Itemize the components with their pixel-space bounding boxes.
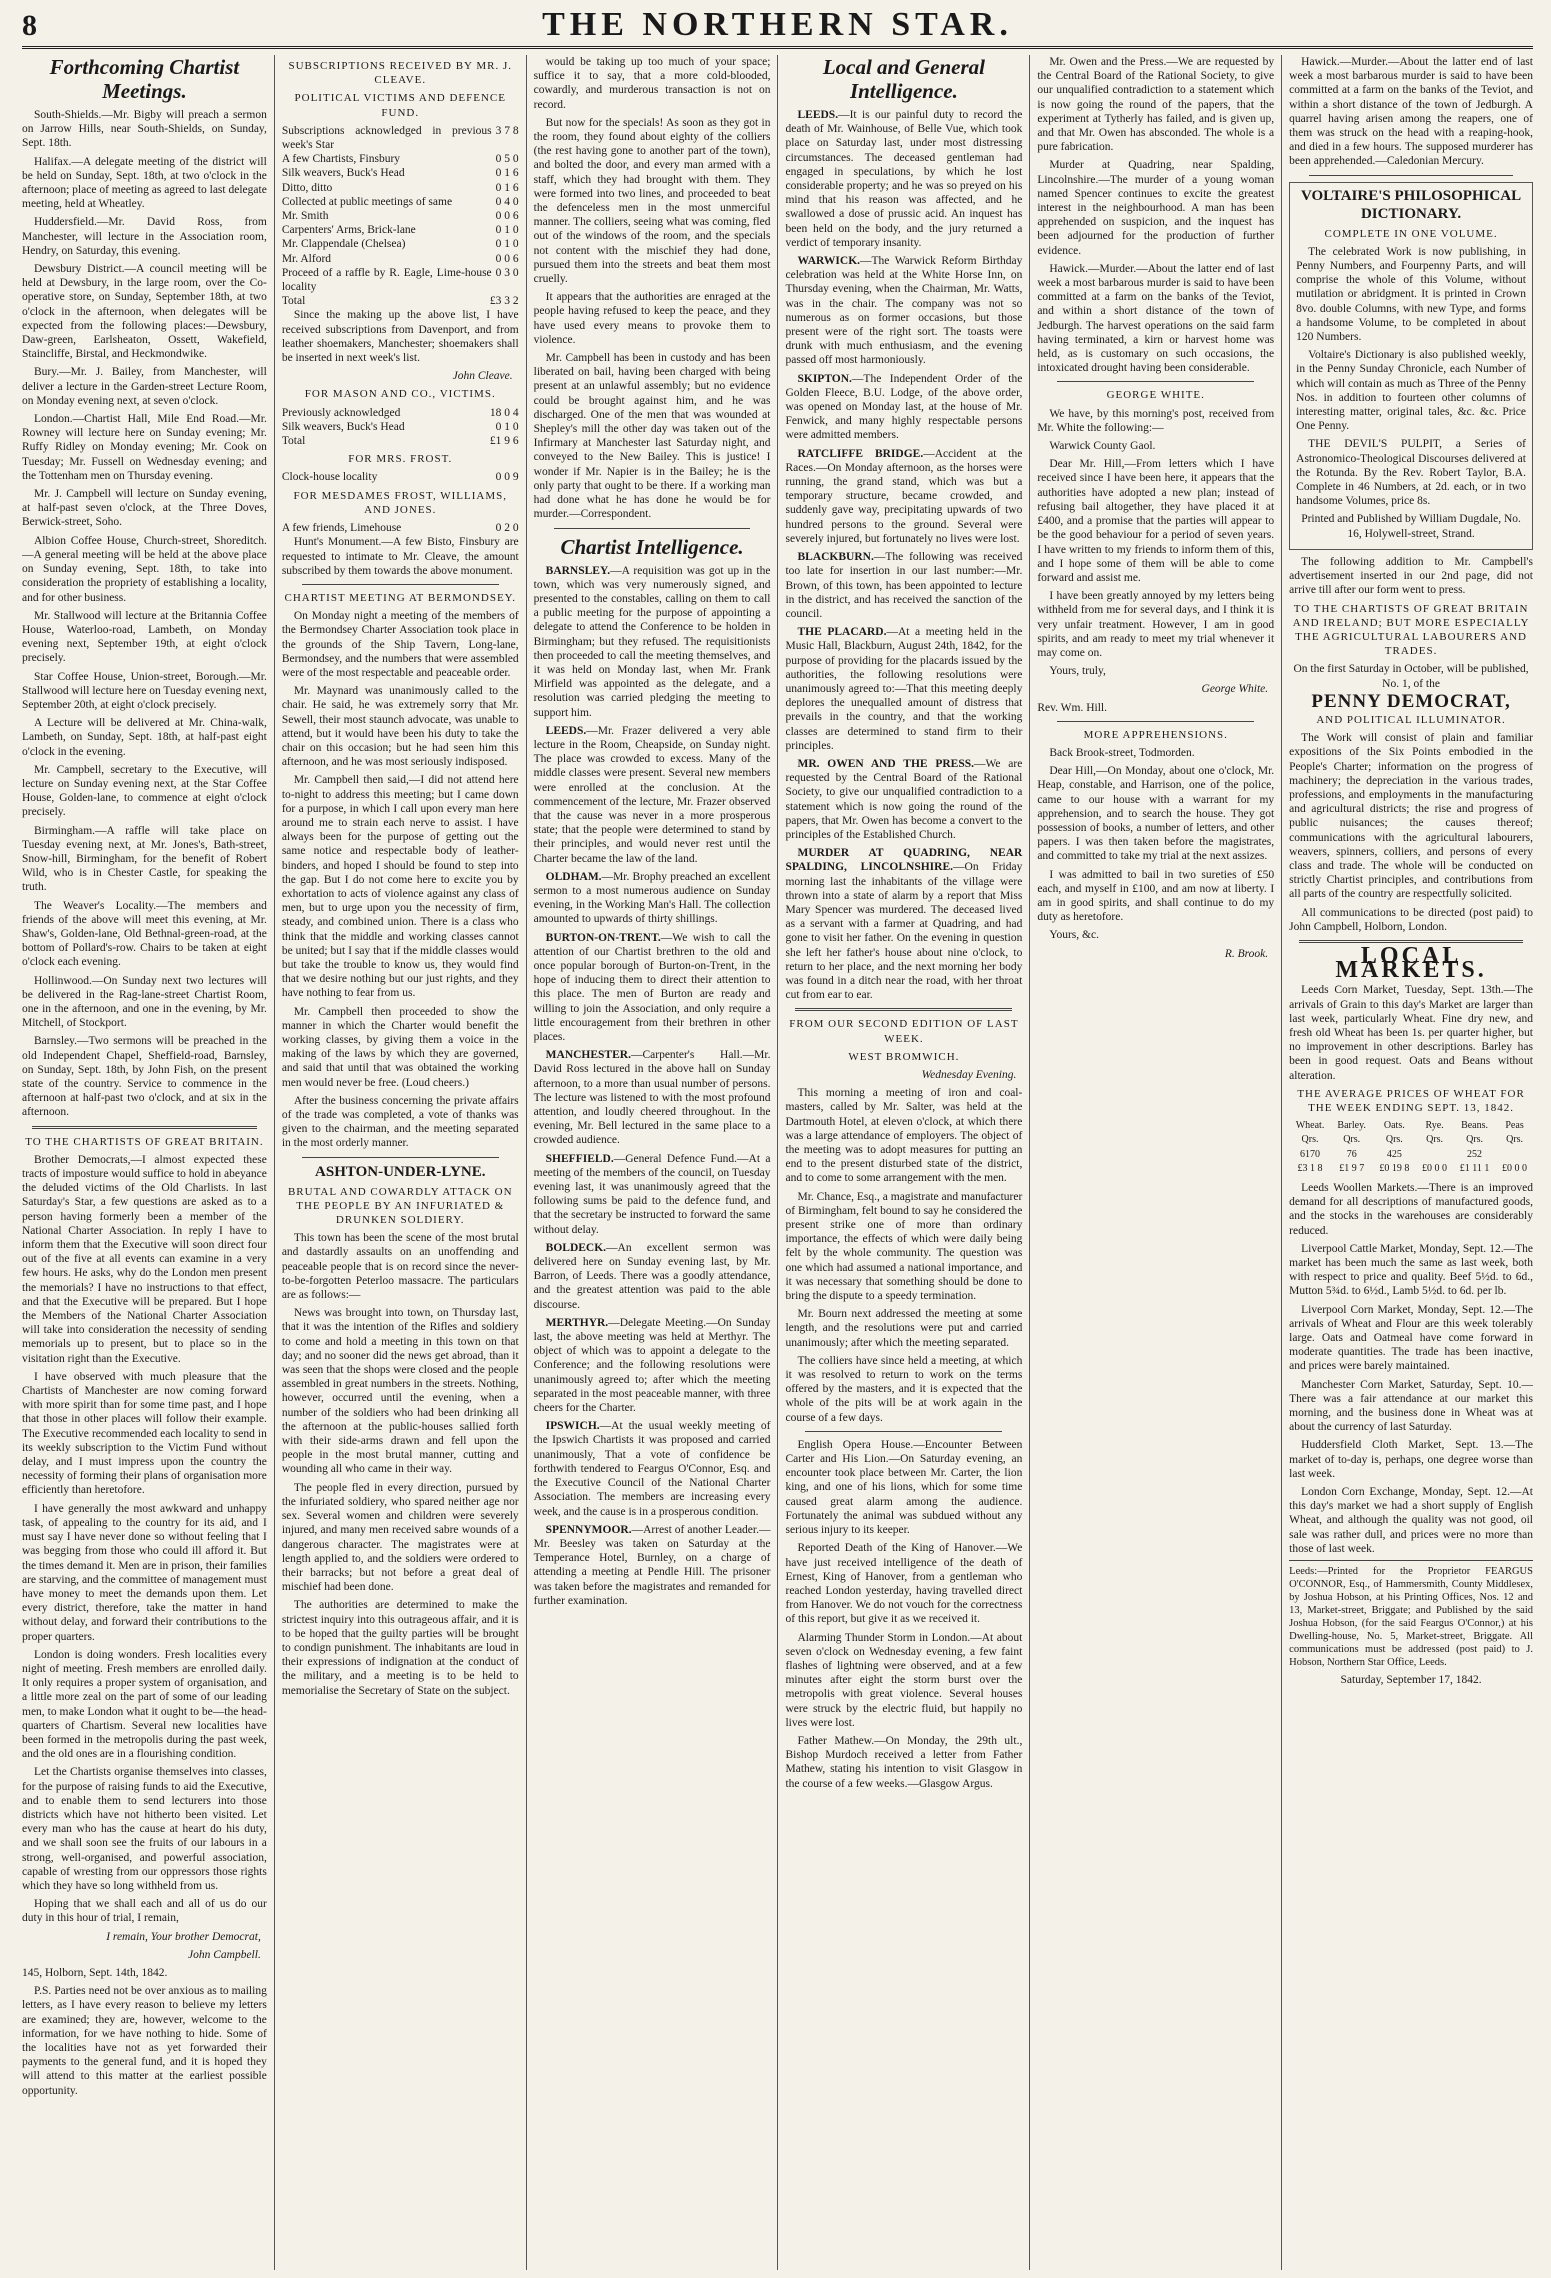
price-table-header: Oats.: [1383, 1120, 1405, 1132]
ledger-row: [282, 195, 519, 209]
price-table-price: £0 0 0: [1422, 1162, 1448, 1174]
ledger-row: [282, 152, 519, 166]
ledger-item: A few friends, Limehouse: [281, 522, 402, 535]
meeting-notice: Huddersfield.—Mr. David Ross, from Manchester, will lecture in the Association room, Hendry, on Saturday, this evening.: [22, 216, 267, 257]
price-table-unit: Qrs.: [1506, 1134, 1524, 1146]
price-table-quantity: 6170: [1300, 1148, 1321, 1160]
ledger-row: [282, 406, 519, 420]
west-bromwich-date: Wednesday Evening.: [921, 1069, 1017, 1081]
market-report: Huddersfield Cloth Market, Sept. 13.—The market of to-day is, perhaps, one degree worse than last week.: [1289, 1439, 1533, 1480]
place-name: MERTHYR.: [545, 1316, 609, 1329]
item-text: —Carpenter's Hall.—Mr. David Ross lectured in the above hall on Sunday afternoon, to a more than usual number of persons. The lecture was listened to with the most profound attention, and loudly cheered throughout. In the evening, Mr. Bell lectured in the same place to a crowded audience.: [533, 1049, 771, 1147]
penny-democrat-text: The Work will consist of plain and familiar expositions of the Six Points embodied in the People's Charter; information on the progress of machinery; the depreciation in the various trades, professions, and employments in the manufacturing and agricultural districts; the rise and progress of public nuisances; the causes thereof; communications with the agricultural labourers, weavers, spinners, colliers, and persons of every class and trade. The whole will be conducted on strictly Chartist principles, and contributions from all parts of the country are respectfully solicited.: [1289, 732, 1533, 901]
hunts-monument-note: Hunt's Monument.—A few Bisto, Finsbury are requested to intimate to Mr. Cleave, the amount subscribed by them towards the above monument.: [281, 536, 519, 577]
address-paragraph: Hoping that we shall each and all of us do our duty in this hour of trial, I remain,: [22, 1898, 267, 1925]
address-heading: TO THE CHARTISTS OF GREAT BRITAIN.: [25, 1135, 264, 1148]
ledger-row: [282, 124, 519, 152]
ashton-paragraph: The authorities are determined to make the strictest inquiry into this outrageous affair, and it is to be hoped that the guilty parties will be brought to condign punishment. The inhabitants are loud in their expressions of indignation at the conduct of the military, and a meeting is to be held to memorialise the Secretary of State on the subject.: [281, 1599, 519, 1697]
imprint-date: Saturday, September 17, 1842.: [1340, 1674, 1482, 1687]
apprehensions-letter: [1037, 746, 1274, 943]
price-table-quantity: [1496, 1148, 1533, 1162]
voltaire-text: The celebrated Work is now publishing, in Penny Numbers, and Fourpenny Parts, and will comprise the whole of this Volume, without mutilation or abridgment. It is printed in Crown 8vo. double Columns, with new Type, and forms a handsome Volume, to be completed in about 120 Numbers.: [1296, 245, 1526, 344]
place-name: BARNSLEY.: [545, 564, 611, 577]
letter-paragraph: Dear Mr. Hill,—From letters which I have received since I have been here, it appears that the authorities have adopted a new plan; instead of refusing bail altogether, they have placed it at £400, and a promise that the parties will appear to be the good behaviour for a period of seven years. I have written to my friends to inform them of this, and I hope some of them will be able to come forward and assist me.: [1037, 458, 1275, 584]
local-item: [785, 372, 1022, 443]
news-item: Murder at Quadring, near Spalding, Lincolnshire.—The murder of a young woman named Spencer continues to excite the greatest interest in the neighbourhood. A man has been apprehended on suspicion, and the inquest has been adjourned for the production of further evidence.: [1037, 159, 1275, 257]
intelligence-item: [534, 564, 771, 720]
intelligence-item: [534, 1419, 771, 1518]
hawick-item: Hawick.—Murder.—About the latter end of last week a most barbarous murder is said to have been committed at a farm on the banks of the Teviot, and within a short distance of the town of Jedburgh. A quarrel having arisen among the reapers, one of them was struck on the head with a reaping-hook, and died in a few hours. The supposed murderer has been apprehended.—Caledonian Mercury.: [1289, 56, 1533, 168]
opera-house-item: English Opera House.—Encounter Between Carter and His Lion.—On Saturday evening, an encounter took place between Mr. Carter, the lion king, and one of his lions, which for some time caused great alarm among the audience. Fortunately the animal was subdued without any serious injury to its keeper.: [785, 1438, 1023, 1537]
leeds-corn-market: Leeds Corn Market, Tuesday, Sept. 13th.—The arrivals of Grain to this day's Market are larger than last week, particularly Wheat. Fine dry new, and fresh old Wheat has been 1s. per quarter higher, but no improvement in other descriptions. Barley has been in good request. Oats and Beans without alteration.: [1289, 984, 1533, 1082]
ashton-paragraph: This town has been the scene of the most brutal and dastardly assaults on an unoffending and peaceable people that is on record since the never-to-be-forgotten Peterloo massacre. The particulars are as follows:—: [281, 1232, 519, 1302]
ledger-mesdames: [282, 521, 519, 535]
column-4: [777, 55, 1029, 2270]
item-text: —We are requested by the Central Board of the Rational Society, to give our unqualified contradiction to a statement which is now going the round of the papers, that Mr. Owen has become a convert to the principles of the Established Church.: [785, 757, 1023, 841]
market-report: Manchester Corn Market, Saturday, Sept. 10.—There was a fair attendance at our market this morning, and the business done in Wheat was at about the currency of last Saturday.: [1289, 1378, 1533, 1434]
penny-democrat-contact: All communications to be directed (post paid) to John Campbell, Holborn, London.: [1289, 906, 1533, 933]
meeting-notice: Hollinwood.—On Sunday next two lectures will be delivered in the Rag-lane-street Chartist Room, one in the afternoon, and one in the evening, by Mr. Mitchell, of Stockport.: [22, 974, 267, 1030]
meeting-notice: Star Coffee House, Union-street, Borough.—Mr. Stallwood will lecture here on Tuesday evening next, September 20th, at eight o'clock precisely.: [22, 670, 267, 711]
george-white-heading: GEORGE WHITE.: [1106, 389, 1205, 402]
place-name: MURDER AT QUADRING, NEAR SPALDING, LINCOLNSHIRE.: [785, 847, 1023, 874]
meeting-notice: A Lecture will be delivered at Mr. China-walk, Lambeth, on Sunday, Sept. 18th, at half-past eight o'clock in the evening.: [22, 717, 267, 758]
ledger-signature: John Cleave.: [452, 370, 513, 383]
item-text: —Delegate Meeting.—On Sunday last, the above meeting was held at Merthyr. The object of which was to appoint a delegate to the Conference; and the following resolutions were unanimously agreed to; after which the meeting separated in the most peaceable manner, with three cheers for the Charter.: [533, 1316, 771, 1415]
ledger-amount: 0 2 0: [495, 522, 519, 535]
place-name: LEEDS.: [797, 109, 839, 121]
ledger-amount: 0 1 0: [495, 420, 519, 433]
intelligence-list: [534, 564, 771, 1608]
address-date: 145, Holborn, Sept. 14th, 1842.: [22, 1966, 168, 1979]
bermondsey-paragraph: On Monday night a meeting of the members of the Bermondsey Charter Association took place in the grounds of the Ship Tavern, Long-lane, Bermondsey, and the numbers that were assembled were of the most respectable and peaceable order.: [281, 610, 519, 679]
item-text: —On Friday morning last the inhabitants of the village were thrown into a state of alarm by a report that Miss Mary Spencer was murdered. The deceased lived as a servant with a farmer at Quadring, and had gone to visit her father. On the evening in question she left her father's house about nine o'clock, to return to her place, and the next morning her body was found in a ditch near the road, with her throat cut from ear to ear.: [785, 861, 1023, 1002]
columns: [22, 55, 1533, 2270]
local-item: [785, 625, 1022, 753]
local-item: [785, 447, 1022, 546]
ashton-body: [282, 1231, 519, 1698]
divider: [805, 1431, 1002, 1432]
ledger-amount: 0 5 0: [495, 153, 519, 166]
meeting-notice: Mr. J. Campbell will lecture on Sunday evening, at half-past seven o'clock, at the Three Doves, Berwick-street, Soho.: [22, 488, 267, 529]
ledger-item: Carpenters' Arms, Brick-lane: [281, 224, 416, 237]
george-white-letter: [1037, 407, 1274, 679]
letter-paragraph: Yours, truly,: [1049, 665, 1106, 678]
bermondsey-heading: CHARTIST MEETING AT BERMONDSEY.: [284, 591, 516, 604]
ledger-amount: 0 1 0: [495, 238, 519, 251]
ledger-row: [282, 420, 519, 434]
ledger-row: [282, 434, 519, 448]
voltaire-advert: [1289, 182, 1533, 550]
item-text: —Accident at the Races.—On Monday afternoon, as the horses were running, the grand stand, which was but a temporary structure, became crowded, and suddenly gave way, precipitating upwards of two hundred persons to the ground. Several were severely injured, but fortunately no lives were lost.: [785, 447, 1023, 545]
address-ps: P.S. Parties need not be over anxious as to mailing letters, as I have every reason to believe my letters are examined; they are, however, welcome to the information, for we have nothing to hide. Some of the localities have not as yet forwarded their payments to the general fund, and it is hoped they will attend to this matter at the earliest possible opportunity.: [22, 1985, 267, 2097]
place-name: IPSWICH.: [545, 1420, 600, 1433]
second-edition-heading: FROM OUR SECOND EDITION OF LAST WEEK.: [789, 1018, 1019, 1045]
address-paragraph: London is doing wonders. Fresh localities every night of meeting. Fresh members are enrolled daily. It only requires a proper system of organisation, and a little more zeal on the part of some of our leading men, to make London what it ought to be—the head-quarters of Chartism. Several new localities have been formed in the metropolis during the past week, and the old ones are in a flourishing condition.: [22, 1648, 267, 1761]
publisher-line: Printed and Published by William Dugdale, No. 16, Holywell-street, Strand.: [1301, 513, 1521, 540]
market-report: Leeds Woollen Markets.—There is an improved demand for all descriptions of manufactured goods, and the stocks in the warehouses are considerably reduced.: [1289, 1182, 1533, 1237]
section-heading-forthcoming: Forthcoming Chartist Meetings.: [49, 55, 240, 103]
place-name: THE PLACARD.: [797, 626, 887, 639]
place-name: BURTON-ON-TRENT.: [545, 931, 661, 944]
article-paragraph: Mr. Campbell has been in custody and has been liberated on bail, having been charged with being present at an unlawful assembly; but no evidence could be brought against him, and he was discharged. One of the men that was wounded at Shepley's mill the other day was taken out of the Infirmary at Manchester last Saturday night, and conveyed to the New Bailey. This is justice! I wonder if Mr. Napier is in the Bailey; he is the only party that ought to be there. If a working man had done what he has done he would be for murder.—Correspondent.: [533, 352, 771, 521]
george-white-recipient: Rev. Wm. Hill.: [1037, 701, 1107, 714]
ledger-amount: 0 1 6: [495, 167, 519, 180]
ledger-row: [282, 166, 519, 180]
ledger-row: [282, 521, 519, 535]
market-report: Liverpool Corn Market, Monday, Sept. 12.—The arrivals of Wheat and Flour are this week tolerably large. Oats and Oatmeal have come forward in moderate quantities. The trade has been inactive, and prices were barely maintained.: [1289, 1303, 1533, 1373]
paper-title: THE NORTHERN STAR.: [542, 6, 1013, 43]
penny-democrat-subtitle: AND POLITICAL ILLUMINATOR.: [1316, 713, 1506, 726]
father-mathew-item: Father Mathew.—On Monday, the 29th ult., Bishop Murdoch received a letter from Father Mathew, stating his intention to visit Glasgow in the course of a few weeks.—Glasgow Argus.: [785, 1734, 1023, 1790]
ledger-frost: [282, 470, 519, 484]
ashton-heading: ASHTON-UNDER-LYNE.: [315, 1163, 486, 1180]
ledger3-heading: FOR MRS. FROST.: [348, 453, 453, 466]
continued-article: [534, 55, 771, 522]
market-report: Liverpool Cattle Market, Monday, Sept. 12.—The market has been much the same as last week, both with respect to price and quality. Beef 5½d. to 6d., Mutton 5¾d. to 6½d., Lamb 5½d. to 6d. per lb.: [1289, 1242, 1533, 1298]
meeting-notice: Birmingham.—A raffle will take place on Tuesday evening next, at Mr. Jones's, Bath-street, Snow-hill, Birmingham, for the benefit of Robert Wild, who is in Chester Castle, for speaking the truth.: [22, 824, 267, 894]
voltaire-note: Voltaire's Dictionary is also published weekly, in the Penny Sunday Chronicle, each Number of which will contain as much as Three of the Penny Nos. in addition to fourteen other columns of interesting matter, original tales, &c. &c. Price One Penny.: [1296, 349, 1526, 433]
ledger2-heading: FOR MASON AND CO., VICTIMS.: [304, 388, 496, 401]
divider: [1057, 721, 1254, 722]
intelligence-item: [534, 724, 771, 866]
price-table-unit: Qrs.: [1385, 1134, 1403, 1146]
devils-pulpit-text: THE DEVIL'S PULPIT, a Series of Astronomico-Theological Discourses delivered at the Rotunda. By the Rev. Robert Taylor, B.A. Complete in 46 Numbers, at 2d. each, or in two handsome Volumes, price 8s.: [1296, 438, 1526, 508]
bermondsey-body: [282, 609, 519, 1151]
price-table-header: Barley.: [1337, 1120, 1366, 1132]
column-1: [22, 55, 274, 2270]
ledger4-heading: FOR MESDAMES FROST, WILLIAMS, AND JONES.: [293, 489, 507, 516]
ledger-amount: 0 1 0: [495, 224, 519, 237]
letter-paragraph: I have been greatly annoyed by my letters being withheld from me for several days, and I think it is very unfair treatment. However, I am in good spirits, and am ready to meet my trial whenever it may come on.: [1037, 590, 1275, 659]
ledger-item: Subscriptions acknowledged in previous week's Star: [281, 124, 492, 152]
subscriptions-heading: SUBSCRIPTIONS RECEIVED BY MR. J. CLEAVE.: [288, 60, 512, 87]
address-paragraph: Let the Chartists organise themselves into classes, for the purpose of raising funds to aid the Executive, and to enable them to send lecturers into those districts which have not hitherto been visited. Let every man who has the cause at heart do his duty, and we shall soon see the fruits of our labours in a strong, well-organised, and powerful association, capable of wresting from our oppressors those rights which they have so long withheld from us.: [22, 1766, 267, 1892]
price-table-quantity: 425: [1386, 1148, 1402, 1160]
market-reports: [1289, 1181, 1533, 1556]
price-table-header: Peas: [1505, 1120, 1524, 1132]
local-markets-heading: LOCAL MARKETS.: [1335, 942, 1487, 984]
item-text: —We wish to call the attention of our Chartist brethren to the old and once popular borough of Burton-on-Trent, in the hope of inducing them to direct their attention to this place. The men of Burton are ready and willing to join the Association, and only require a little encouragement from their brethren in other places.: [533, 931, 771, 1043]
apprehensions-signature: R. Brook.: [1224, 947, 1269, 960]
place-name: BOLDECK.: [545, 1241, 607, 1254]
item-text: —Mr. Brophy preached an excellent sermon to a most numerous audience on Sunday evening, in the Working Man's Hall. The collection amounted to upwards of thirty shillings.: [533, 870, 771, 926]
ledger-amount: 18 0 4: [489, 406, 519, 419]
place-name: WARWICK.: [797, 255, 861, 268]
address-body: [22, 1153, 267, 1926]
ashton-subheading: BRUTAL AND COWARDLY ATTACK ON THE PEOPLE BY AN INFURIATED & DRUNKEN SOLDIERY.: [287, 1185, 513, 1227]
subscriptions-subheading: POLITICAL VICTIMS AND DEFENCE FUND.: [294, 92, 506, 119]
ledger-item: Mr. Clappendale (Chelsea): [281, 238, 406, 251]
thunder-storm-item: Alarming Thunder Storm in London.—At about seven o'clock on Wednesday evening, a few faint flashes of lightning were observed, and at a few minutes after eight the storm burst over the metropolis with great violence. Several houses were struck by the electric fluid, but happily no lives were lost.: [785, 1631, 1023, 1729]
west-bromwich-paragraph: Mr. Chance, Esq., a magistrate and manufacturer of Birmingham, felt bound to say he considered the present strike one of more than ordinary importance, the effects of which were daily being felt by the whole community. The question was one which had assumed a national importance, and it was necessary that something should be done to bring the dispute to a speedy termination.: [785, 1190, 1023, 1303]
voltaire-subheading: COMPLETE IN ONE VOLUME.: [1324, 227, 1498, 240]
price-table: [1289, 1119, 1533, 1176]
printer-imprint: Leeds:—Printed for the Proprietor FEARGUS O'CONNOR, Esq., of Hammersmith, County Middlesex, by Joshua Hobson, at his Printing Offices, Nos. 12 and 13, Market-street, Briggate; and Published by the said Joshua Hobson, (for the said Feargus O'Connor,) at his Dwelling-house, No. 5, Market-street, Briggate. All communications must be addressed (post paid) to J. Hobson, Northern Star Office, Leeds.: [1289, 1560, 1533, 1669]
price-table-price: £3 1 8: [1297, 1162, 1323, 1174]
ledger-row: [282, 209, 519, 223]
ledger-row: [282, 252, 519, 266]
ledger-item: A few Chartists, Finsbury: [281, 153, 401, 166]
meetings-list: [22, 108, 267, 1120]
ledger-row: [282, 223, 519, 237]
ledger-victims: [282, 124, 519, 309]
place-name: MR. OWEN AND THE PRESS.: [797, 757, 974, 770]
item-text: —Mr. Frazer delivered a very able lecture in the Room, Cheapside, on Sunday night. The place was crowded to excess. Many of the middle classes were present. Several new members were enrolled at the conclusion. At the commencement of the lecture, Mr. Frazer observed that the cause was never in a more prosperous state; that the people were determined to stand by their principles, and would never rest until the Charter became the law of the land.: [533, 724, 771, 865]
divider: [302, 1157, 499, 1158]
divider: [32, 1126, 257, 1129]
labourers-heading: TO THE CHARTISTS OF GREAT BRITAIN AND IRELAND; BUT MORE ESPECIALLY THE AGRICULTURAL LABOURERS AND TRADES.: [1292, 602, 1530, 658]
divider: [302, 584, 499, 585]
ledger-row: [282, 181, 519, 195]
meeting-notice: Barnsley.—Two sermons will be preached in the old Independent Chapel, Sheffield-road, Barnsley, on Sunday, Sept. 18th, by John Fish, on the present state of the country. Service to commence in the afternoon at half-past two o'clock, and at six in the afternoon.: [22, 1035, 267, 1119]
price-table-price: £0 0 0: [1502, 1162, 1528, 1174]
ledger-item: Proceed of a raffle by R. Eagle, Lime-house locality: [281, 266, 492, 294]
item-text: —General Defence Fund.—At a meeting of the members of the council, on Tuesday evening last, it was unanimously agreed that the following sums be paid to the defence fund, and that the secretary be instructed to forward the same without delay.: [533, 1152, 771, 1236]
divider: [795, 1008, 1012, 1011]
place-name: MANCHESTER.: [545, 1049, 631, 1062]
address-paragraph: Brother Democrats,—I almost expected these tracts of imposture would suffice to hold in abeyance the deluded victims of the Old Charlists. In last Saturday's Star, a few questions are asked as to a person having formerly been a member of the National Charter Association. In reply I have to inform them that the Executive will soon direct four out of the five at all events can examine in a very few hours. He asks, why do the London men present the memorials? I have no instructions to that effect, and that the Executive will be prepared. But I hope the Members of the National Charter Association will take into consideration the necessity of sending memorials up to present, but to place so in the visitation right than the Executive.: [22, 1153, 267, 1365]
ledger-item: Ditto, ditto: [281, 181, 333, 194]
west-bromwich-paragraph: Mr. Bourn next addressed the meeting at some length, and the resolutions were put and carried unanimously; after which the meeting separated.: [785, 1308, 1023, 1349]
address-signature: John Campbell.: [188, 1948, 261, 1961]
place-name: RATCLIFFE BRIDGE.: [797, 447, 924, 460]
price-table-unit: Qrs.: [1426, 1134, 1444, 1146]
ledger-item: Mr. Smith: [281, 210, 329, 223]
place-name: SKIPTON.: [797, 372, 852, 385]
voltaire-heading: VOLTAIRE'S PHILOSOPHICAL DICTIONARY.: [1300, 187, 1522, 222]
item-text: —The following was received too late for insertion in our last number:—Mr. Brown, of this town, has been appointed to lecture in the district, and has received the sanction of the council.: [785, 551, 1023, 620]
place-name: OLDHAM.: [545, 870, 602, 883]
item-text: —A requisition was got up in the town, which was very numerously signed, and presented to the constables, calling on them to call a public meeting for the purpose of appointing a delegate to attend the Conference to be holden in Birmingham; but they refused. The requisitionists then proceeded to call the meeting themselves, and it was held on Monday last, when Mr. Frank Mirfield was appointed as the delegate, and a resolution was carried pledging the meeting to support him.: [533, 564, 771, 719]
local-items-list: [785, 108, 1022, 1002]
article-paragraph: would be taking up too much of your space; suffice it to say, that a more cold-blooded, cowardly, and murderous transaction is not on record.: [533, 56, 771, 111]
item-text: —Arrest of another Leader.—Mr. Beesley was taken on Saturday at the Temperance Hotel, Burnley, on a charge of attending a meeting at Pendle Hill. The prisoner was taken before the magistrates and remanded for further examination.: [533, 1523, 771, 1607]
divider: [1057, 381, 1254, 382]
ledger-amount: 0 0 6: [495, 210, 519, 223]
penny-democrat-title: PENNY DEMOCRAT,: [1311, 690, 1511, 712]
ledger-item: Clock-house locality: [281, 471, 378, 484]
west-bromwich-body: [785, 1086, 1022, 1425]
intelligence-item: [534, 931, 771, 1045]
bermondsey-paragraph: Mr. Campbell then proceeded to show the manner in which the Charter would benefit the working classes, by giving them a voice in the making of the laws by which they are governed, and said that until that was obtained the working men would never be free. (Loud cheers.): [281, 1005, 519, 1089]
intelligence-item: [534, 1523, 771, 1608]
meeting-notice: London.—Chartist Hall, Mile End Road.—Mr. Rowney will lecture here on Sunday evening; Mr. Ruffy Ridley on Monday evening; Mr. Cook on Tuesday; Mr. Fussell on Wednesday evening; and the Tottenham men on Thursday evening.: [22, 413, 267, 482]
ledger-amount: £1 9 6: [489, 435, 519, 448]
ledger-amount: £3 3 2: [489, 295, 519, 308]
column-3: [526, 55, 778, 2270]
ledger-amount: 0 4 0: [495, 195, 519, 208]
article-paragraph: But now for the specials! As soon as they got in the room, they found about eighty of the colliers (the rest having gone to another part of the town), and bolted the door, and every man armed with a staff, which they had brought with them. They were formed into two lines, and proceeded to beat the defenceless men in the most unmerciful manner. The colliers, seeing what was coming, fled out of the windows of the room, and the specials not content with the mischief they had done, pursued them into the streets and beat them most cruelly.: [533, 116, 771, 286]
meeting-notice: Dewsbury District.—A council meeting will be held at Dewsbury, in the large room, over the Co-operative store, on Sunday, September 18th, at two o'clock in the afternoon, when delegates will be expected from the following places:—Dewsbury, Daw-green, Earlsheaton, Ossett, Wakefield, Staincliffe, Birstal, and Heckmondwike.: [22, 263, 267, 361]
ledger-item: Total: [281, 435, 306, 448]
ledger-row: [282, 237, 519, 251]
ashton-paragraph: News was brought into town, on Thursday last, that it was the intention of the Rifles and soldiery to come and hold a meeting in this town on that day; and no sooner did the news get abroad, than it was seen that the shops were closed and the people assembled in great numbers in the streets. Nothing, however, occurred until the evening, when a number of the soldiers who had been drinking all the afternoon at the public-houses sallied forth with their side-arms drawn and fell upon the people in the most brutal manner, cutting and wounding all who came in their way.: [281, 1307, 519, 1476]
letter-paragraph: Dear Hill,—On Monday, about one o'clock, Mr. Heap, constable, and Harrison, one of the police, came to our house with a warrant for my apprehension, and to search the house. They got possession of books, a number of letters, and other papers. I was then taken before the magistrates, and committed to take my trial at the next assizes.: [1037, 765, 1275, 863]
price-table-prices: [1289, 1162, 1533, 1176]
column-2: [274, 55, 526, 2270]
king-hanover-item: Reported Death of the King of Hanover.—We have just received intelligence of the death of Ernest, King of Hanover, from a gentleman who reached London yesterday, having travelled direct from Hanover. We do not vouch for the correctness of this report, but give it as we received it.: [785, 1542, 1023, 1626]
address-closing: I remain, Your brother Democrat,: [106, 1930, 261, 1943]
meeting-notice: Bury.—Mr. J. Bailey, from Manchester, will deliver a lecture in the Garden-street Lecture Room, on Monday evening next, at seven o'clock.: [22, 366, 267, 407]
price-table-header: Wheat.: [1295, 1120, 1325, 1132]
west-bromwich-paragraph: The colliers have since held a meeting, at which it was resolved to return to work on the terms offered by the masters, and it is expected that the whole of the pits will be at work again in the course of a few days.: [785, 1354, 1023, 1424]
article-paragraph: It appears that the authorities are enraged at the people having refused to keep the peace, and they have used every means to provoke them to violence.: [533, 291, 771, 346]
price-table-unit: Qrs.: [1301, 1134, 1319, 1146]
divider: [1309, 175, 1513, 176]
price-table-quantity: 76: [1346, 1148, 1357, 1160]
george-white-signature: George White.: [1201, 683, 1269, 696]
meeting-notice: Mr. Campbell, secretary to the Executive, will lecture on Sunday evening next, at the Star Coffee House, Golden-lane, to commence at eight o'clock precisely.: [22, 763, 267, 819]
ledger-item: Mr. Alford: [281, 252, 332, 265]
letter-paragraph: Back Brook-street, Todmorden.: [1049, 746, 1195, 759]
section-heading-local-general: Local and General Intelligence.: [822, 55, 985, 103]
ledger-row: [282, 470, 519, 484]
local-item: [785, 757, 1022, 842]
letter-paragraph: Yours, &c.: [1049, 929, 1099, 942]
letter-paragraph: We have, by this morning's post, received from Mr. White the following:—: [1037, 407, 1275, 434]
item-text: —It is our painful duty to record the death of Mr. Wainhouse, of Belle Vue, which took place on Saturday last, under most distressing circumstances. The deceased gentleman had engaged in speculations, by which he lost considerable property; and he was so preyed on his mind that his reason was affected, and he swallowed a dose of prussic acid. An inquest has been held on the body, and the jury returned a verdict of temporary insanity.: [785, 109, 1023, 249]
ledger-item: Total: [281, 295, 306, 308]
column-6: [1281, 55, 1533, 2270]
local-item: [785, 846, 1022, 1002]
price-table-header: Beans.: [1461, 1120, 1489, 1132]
local-item: [785, 550, 1022, 621]
ledger-amount: 0 1 6: [495, 181, 519, 194]
masthead: [22, 6, 1533, 49]
bermondsey-paragraph: After the business concerning the private affairs of the trade was completed, a vote of thanks was given to the chairman, and the meeting separated in the most orderly manner.: [281, 1094, 519, 1150]
letter-paragraph: I was admitted to bail in two sureties of £50 each, and myself in £100, and am now at liberty. I am in good spirits, and shall continue to do my duty as heretofore.: [1037, 868, 1275, 924]
bermondsey-paragraph: Mr. Campbell then said,—I did not attend here to-night to address this meeting; but I came down for a purpose, in which I call upon every man here around me to strain each nerve to assist. I have always been for the purpose of getting out the same notice and respectable body of leather-binders, and hoped I should be found to step into the gap. But I do not come here to excite you by exhortation to acts of violence against any class of men, but to urge upon you the necessity of firm, steady, and combined union. There is a class who think that the middle and working classes cannot be united; but I say that if the middle classes would but take the trouble to know us, they would find that we desire nothing but our just rights, and they have nothing to fear from us.: [281, 774, 519, 1000]
item-text: —At the usual weekly meeting of the Ipswich Chartists it was proposed and carried unanimously, That a vote of confidence be forthwith tendered to Feargus O'Connor, Esq. and the Executive Council of the National Charter Association. The members are increasing every week, and the cause is in a prosperous condition.: [533, 1420, 771, 1518]
meeting-notice: South-Shields.—Mr. Bigby will preach a sermon on Jarrow Hills, near South-Shields, on Sunday, Sept. 18th.: [22, 109, 267, 150]
price-table-price: £0 19 8: [1379, 1162, 1410, 1174]
market-report: London Corn Exchange, Monday, Sept. 12.—At this day's market we had a short supply of English Wheat, and although the quality was not good, oil sale was rather dull, and prices were no more than those of last week.: [1289, 1486, 1533, 1555]
price-table-quantities: [1289, 1148, 1533, 1162]
ledger-row: [282, 266, 519, 294]
labourers-date: On the first Saturday in October, will be published, No. 1, of the: [1293, 663, 1529, 690]
price-table-units: [1289, 1133, 1533, 1147]
opening-items: [1037, 55, 1274, 375]
west-bromwich-heading: WEST BROMWICH.: [848, 1050, 960, 1063]
ledger-amount: 0 0 9: [495, 471, 519, 484]
ledger-amount: 0 0 6: [495, 252, 519, 265]
ledger-item: Silk weavers, Buck's Head: [281, 420, 405, 433]
item-text: —The Independent Order of the Golden Fleece, B.U. Lodge, of the above order, was opened on Monday last, at the house of Mr. Fenwick, and many highly respectable persons were admitted members.: [785, 372, 1023, 442]
ledger-mason: [282, 406, 519, 449]
intelligence-item: [534, 870, 771, 927]
news-item: Hawick.—Murder.—About the latter end of last week a most barbarous murder is said to have been committed at a farm on the banks of the Teviot, and within a short distance of the town of Jedburgh. The harvest operations on the said farm having terminated, a kirn or harvest home was held, as is customary on such occasions, the intoxicated drought having been considerable.: [1037, 262, 1275, 375]
intelligence-item: [534, 1048, 771, 1147]
address-paragraph: I have observed with much pleasure that the Chartists of Manchester are now coming forward with more spirit than for some time past, and I hope that those in other places will follow their example. The Executive recommended each locality to send in its weekly subscription to the Victim Fund without delay, and I must impress upon the country the necessity of forming their plans of organisation more efficiently than heretofore.: [22, 1370, 267, 1497]
ashton-paragraph: The people fled in every direction, pursued by the infuriated soldiery, who spared neither age nor sex. Several women and children were severely injured, and many men received sabre wounds of a dangerous character. The magistrates were at length applied to, and the soldiers were ordered to their barracks; but not before a great deal of mischief had been done.: [281, 1481, 519, 1594]
meeting-notice: Mr. Stallwood will lecture at the Britannia Coffee House, Waterloo-road, Lambeth, on Monday evening next, September 19th, at eight o'clock precisely.: [22, 609, 267, 665]
place-name: LEEDS.: [545, 724, 587, 737]
item-text: —The Warwick Reform Birthday celebration was held at the White Horse Inn, on Thursday evening, when the Chairman, Mr. Watts, was in the chair. The company was not so numerous as on former occasions, but those present were of the right sort. The toasts were drunk with much enthusiasm, and the evening passed off most harmoniously.: [785, 255, 1023, 367]
price-table-headers: [1289, 1119, 1533, 1133]
price-table-unit: Qrs.: [1466, 1134, 1484, 1146]
ledger-item: Previously acknowledged: [281, 406, 401, 419]
page-number: 8: [22, 9, 37, 42]
news-item: Mr. Owen and the Press.—We are requested by the Central Board of the Rational Society, to give our unqualified contradiction to a statement which is now going the round of the papers, that the experiment at Tytherly has failed, and is given up, and that Mr. Owen has absconded. The whole is a pure fabrication.: [1037, 56, 1275, 154]
column-5: [1029, 55, 1281, 2270]
item-text: —An excellent sermon was delivered here on Sunday evening last, by Mr. Barron, of Leeds. There was a goodly attendance, and the greatest attention was paid to the able discourse.: [533, 1241, 771, 1311]
meeting-notice: Albion Coffee House, Church-street, Shoreditch.—A general meeting will be held at the above place on Sunday evening, Sept. 18th, to take into consideration the propriety of establishing a locality, and for other business.: [22, 534, 267, 604]
intelligence-item: [534, 1316, 771, 1415]
ledger-note: Since the making up the above list, I have received subscriptions from Davenport, and from leather shoemakers, Manchester; shoemakers shall be inserted in next week's list.: [281, 309, 519, 365]
west-bromwich-paragraph: This morning a meeting of iron and coal-masters, called by Mr. Salter, was held at the Dartmouth Hotel, at eleven o'clock, at which there was a large attendance of employers. The object of the meeting was to adopt measures for putting an end to the present disturbed state of the district, and to come to some arrangement with the men.: [785, 1087, 1023, 1185]
price-table-price: £1 9 7: [1339, 1162, 1365, 1174]
meeting-notice: Halifax.—A delegate meeting of the district will be held on Sunday, Sept. 18th, at two o'clock in the afternoon; place of meeting as agreed to last delegate meeting, held at Wheatley.: [22, 155, 267, 211]
ledger-amount: 3 7 8: [495, 124, 519, 137]
place-name: SHEFFIELD.: [545, 1152, 614, 1165]
price-table-quantity: [1416, 1148, 1453, 1162]
section-heading-chartist-intelligence: Chartist Intelligence.: [560, 534, 744, 559]
meeting-notice: The Weaver's Locality.—The members and friends of the above will meet this evening, at Mr. Shaw's, Golden-lane, Old Bethnal-green-road, at the bottom of Pollard's-row. Chairs to be taken at eight o'clock each evening.: [22, 899, 267, 969]
ledger-item: Collected at public meetings of same: [281, 195, 453, 208]
place-name: BLACKBURN.: [797, 551, 874, 564]
bermondsey-paragraph: Mr. Maynard was unanimously called to the chair. He said, he was extremely sorry that Mr. Sewell, their most staunch advocate, was unable to attend, but it would have been his duty to take the chair on this occasion; but he had seen him this afternoon, and he was most seriously indisposed.: [281, 685, 519, 769]
intelligence-item: [534, 1241, 771, 1312]
address-paragraph: I have generally the most awkward and unhappy task, of appealing to the country for its aid, and I must say I have never done so without feeling that I was begging from those who could ill afford it. But the times demand it. Men are in prison, their families are starving, and the committee of management must have money to meet the demands upon them. Let every district, therefore, take the matter in hand without delay, and forward their contributions to the proper quarters.: [22, 1502, 267, 1643]
letter-paragraph: Warwick County Gaol.: [1049, 440, 1156, 453]
price-table-caption: THE AVERAGE PRICES OF WHEAT FOR THE WEEK ENDING SEPT. 13, 1842.: [1297, 1087, 1525, 1114]
price-table-unit: Qrs.: [1343, 1134, 1361, 1146]
price-table-header: Rye.: [1425, 1120, 1444, 1132]
place-name: SPENNYMOOR.: [545, 1523, 632, 1536]
price-table-quantity: 252: [1467, 1148, 1483, 1160]
local-item: [785, 254, 1022, 368]
campbell-advert-note: The following addition to Mr. Campbell's advertisement inserted in our 2nd page, did not arrive till after our form went to press.: [1289, 555, 1533, 597]
ledger-row: [282, 294, 519, 308]
price-table-price: £1 11 1: [1459, 1162, 1490, 1174]
ledger-amount: 0 3 0: [495, 266, 519, 279]
apprehensions-heading: MORE APPREHENSIONS.: [1083, 728, 1228, 741]
ledger-item: Silk weavers, Buck's Head: [281, 167, 405, 180]
intelligence-item: [534, 1152, 771, 1237]
item-text: —At a meeting held in the Music Hall, Blackburn, August 24th, 1842, for the purpose of providing for the placards issued by the authorities, the following resolutions were unanimously agreed to:—That this meeting deeply deplores the unequalled amount of distress that prevails in the country, and that the working classes are determined to stand firm to their principles.: [785, 626, 1023, 752]
divider: [554, 528, 751, 529]
local-item: [785, 108, 1022, 250]
